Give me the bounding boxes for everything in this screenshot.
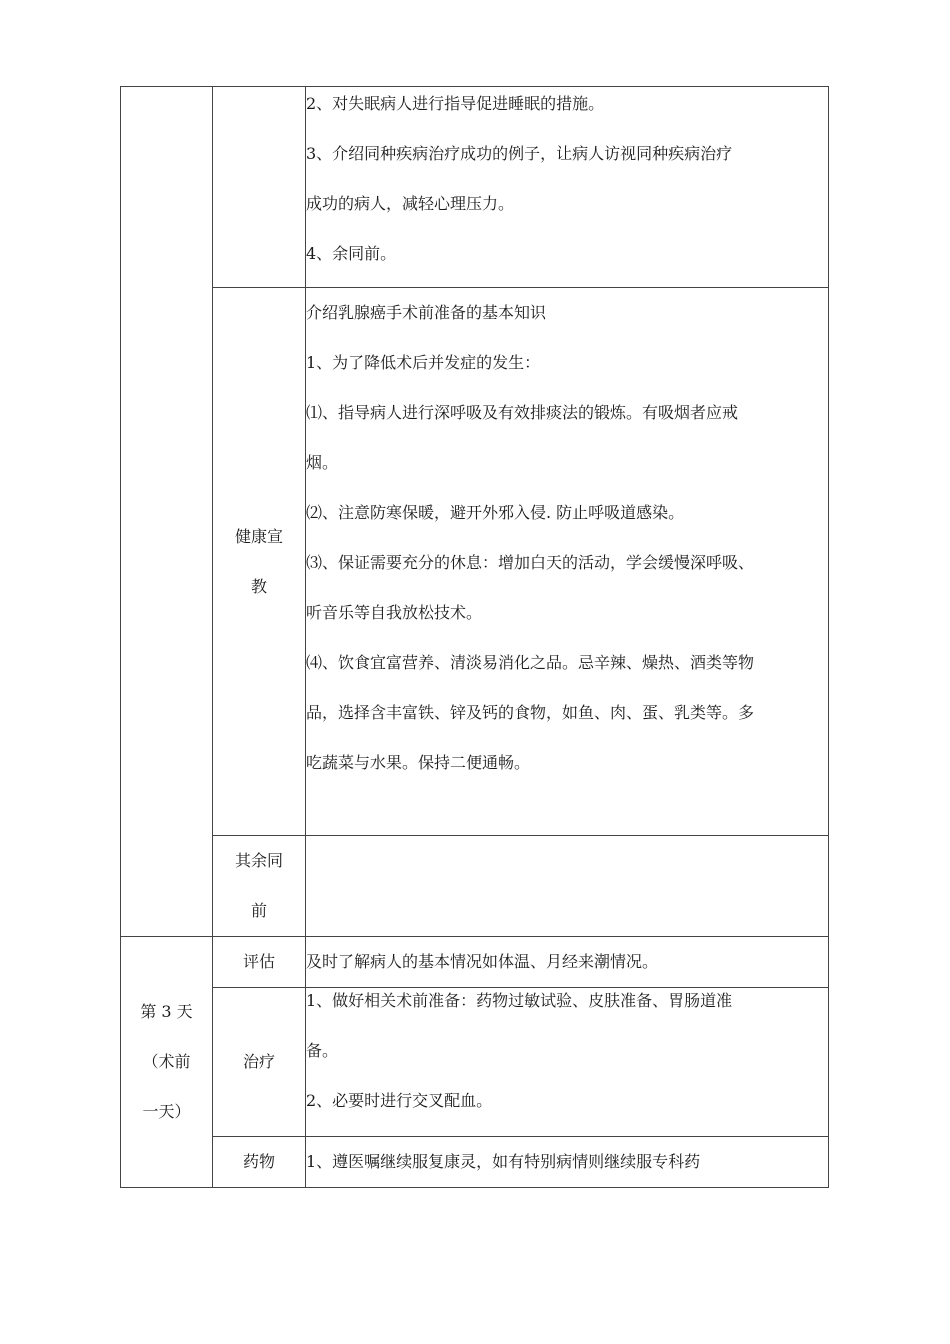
content-line: 1、做好相关术前准备：药物过敏试验、皮肤准备、胃肠道准 <box>306 991 733 1010</box>
content-line: 及时了解病人的基本情况如体温、月经来潮情况。 <box>306 952 659 971</box>
medication-content <box>306 1137 829 1188</box>
content-line: 烟。 <box>306 453 339 472</box>
table-row <box>121 87 829 288</box>
treatment-content <box>306 988 829 1137</box>
label-line: 其余同 <box>234 851 283 870</box>
treatment-label: 治疗 <box>213 988 306 1137</box>
content-line: 品，选择含丰富铁、锌及钙的食物，如鱼、肉、蛋、乳类等。多 <box>306 703 755 722</box>
others-same-label <box>213 836 306 937</box>
others-same-content <box>306 836 829 937</box>
content-line: ⑶、保证需要充分的休息：增加白天的活动，学会缓慢深呼吸、 <box>306 553 755 572</box>
label-line: 第 3 天 <box>140 1002 193 1021</box>
psychological-care-content <box>306 87 829 288</box>
label-line: 前 <box>250 901 267 920</box>
label-line: （术前 <box>142 1052 191 1071</box>
content-line: 听音乐等自我放松技术。 <box>306 603 483 622</box>
content-line: 备。 <box>306 1041 339 1060</box>
content-line: 3、介绍同种疾病治疗成功的例子，让病人访视同种疾病治疗 <box>306 144 733 163</box>
content-line: 1、遵医嘱继续服复康灵，如有特别病情则继续服专科药 <box>306 1152 701 1171</box>
content-line: 吃蔬菜与水果。保持二便通畅。 <box>306 753 531 772</box>
label-line: 教 <box>250 576 267 596</box>
content-line: ⑷、饮食宜富营养、清淡易消化之品。忌辛辣、燥热、酒类等物 <box>306 653 755 672</box>
day-cell-empty <box>121 87 213 937</box>
category-cell-empty <box>213 87 306 288</box>
content-line: 介绍乳腺癌手术前准备的基本知识 <box>306 303 547 322</box>
table-row <box>121 1137 829 1188</box>
content-line: 2、对失眠病人进行指导促进睡眠的措施。 <box>306 94 605 113</box>
medication-label: 药物 <box>213 1137 306 1188</box>
content-line: ⑴、指导病人进行深呼吸及有效排痰法的锻炼。有吸烟者应戒 <box>306 403 739 422</box>
health-education-content <box>306 288 829 836</box>
table-row <box>121 288 829 836</box>
nursing-plan-table <box>120 86 829 1188</box>
day-3-label <box>121 937 213 1188</box>
table-row <box>121 988 829 1137</box>
label-line: 一天） <box>142 1102 191 1121</box>
health-education-label <box>213 288 306 836</box>
content-line: 成功的病人，减轻心理压力。 <box>306 194 515 213</box>
label-line: 健康宣 <box>234 526 283 546</box>
table-row <box>121 836 829 937</box>
assessment-label: 评估 <box>213 937 306 988</box>
content-line: 4、余同前。 <box>306 244 397 263</box>
content-line: 1、为了降低术后并发症的发生： <box>306 353 541 372</box>
content-line: 2、必要时进行交叉配血。 <box>306 1091 493 1110</box>
content-line: ⑵、注意防寒保暖，避开外邪入侵. 防止呼吸道感染。 <box>306 503 685 522</box>
